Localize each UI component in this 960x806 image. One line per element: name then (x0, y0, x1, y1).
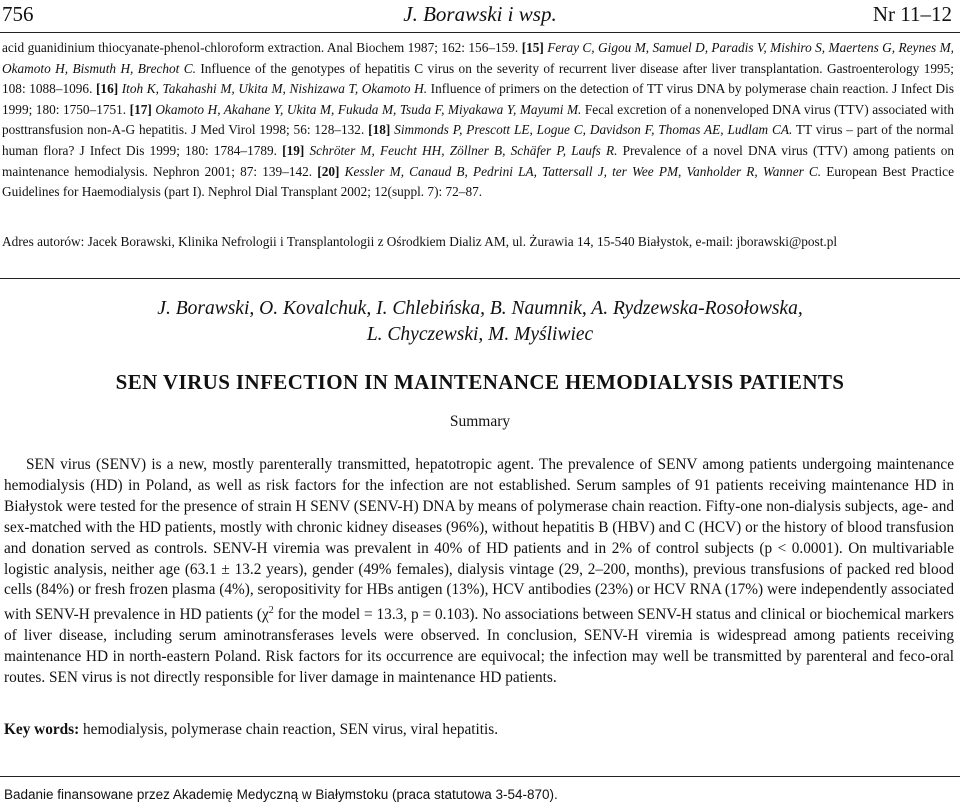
reference-authors: Simmonds P, Prescott LE, Logue C, Davidson F, Thomas AE, Ludlam CA. (394, 122, 793, 138)
funding-note: Badanie finansowane przez Akademię Medyczną w Białymstoku (praca statutowa 3-54-870). (4, 787, 558, 802)
reference-number: [15] (521, 40, 544, 55)
running-head: J. Borawski i wsp. (403, 2, 557, 26)
footnote-rule (0, 776, 960, 777)
reference-authors: Feray C, Gigou M, Samuel D, Paradis V, Mishiro S, Maertens G, Reynes M, Okamoto H, Bismuth H, Brechot C. (2, 40, 954, 76)
reference-text: TT virus – part of the normal human flora? J Infect Dis 1999; 180: 1784–1789. (2, 122, 954, 158)
reference-number: [20] (317, 163, 340, 179)
issue-number: Nr 11–12 (872, 2, 952, 26)
reference-authors: Schröter M, Feucht HH, Zöllner B, Schäfer P, Laufs R. (309, 142, 618, 158)
abstract-part-2: for the model = 13.3, p = 0.103). No associations between SENV-H status and clinical or biochemical markers of liver disease, including serum aminotransferases levels were observed. In conclusion, SENV-H viremia is widespread among patients receiving maintenance HD in north-eastern Poland. Risk factors for its occurrence are equivocal; the infection may well be transmitted by parenteral and feco-oral routes. SEN virus is not directly responsible for liver damage in maintenance HD patients. (4, 606, 955, 687)
references-block (2, 38, 954, 203)
reference-text: Prevalence of a novel DNA virus (TTV) among patients on maintenance hemodialysis. Nephron 2001; 87: 139–142. (2, 142, 954, 179)
keywords-label: Key words: (4, 721, 80, 738)
reference-number: [19] (282, 142, 305, 158)
chi-square-superscript: 2 (268, 605, 274, 617)
reference-text: Influence of the genotypes of hepatitis C virus on the severity of recurrent liver disease after liver transplantation. Gastroenterology 1995; 108: 1088–1096. (2, 60, 954, 97)
article-authors (0, 296, 960, 348)
author-address: Adres autorów: Jacek Borawski, Klinika Nefrologii i Transplantologii z Ośrodkiem Dializ AM, ul. Żurawia 14, 15-540 Białystok, e-mail: jborawski@post.pl (2, 234, 838, 249)
reference-text: Fecal excretion of a nonenveloped DNA virus (TTV) associated with posttransfusion non-A-G hepatitis. J Med Virol 1998; 56: 128–132. (2, 101, 955, 138)
reference-number: [16] (96, 81, 119, 97)
summary-heading: Summary (449, 413, 511, 430)
keywords-text: hemodialysis, polymerase chain reaction, SEN virus, viral hepatitis. (79, 721, 499, 738)
article-title: SEN VIRUS INFECTION IN MAINTENANCE HEMODIALYSIS PATIENTS (115, 370, 845, 394)
section-rule (0, 278, 960, 279)
keywords (4, 720, 954, 740)
page-number: 756 (2, 2, 34, 26)
reference-authors: Kessler M, Canaud B, Pedrini LA, Tattersall J, ter Wee PM, Vanholder R, Wanner C. (344, 163, 822, 179)
header-rule (0, 32, 960, 33)
abstract-part-1: SEN virus (SENV) is a new, mostly parenterally transmitted, hepatotropic agent. The prevalence of SENV among patients undergoing maintenance hemodialysis (HD) in Poland, as well as risk factors for the infection are not established. Serum samples of 91 patients receiving maintenance HD in Białystok were tested for the presence of strain H SENV (SENV-H) DNA by means of polymerase chain reaction. Fifty-one non-dialysis subjects, age- and sex-matched with the HD patients, mostly with chronic kidney diseases (96%), without hepatitis B (HBV) and C (HCV) or the history of blood transfusion and donation served as controls. SENV-H viremia was prevalent in 40% of HD patients and in 2% of control subjects (p < 0.0001). On multivariable logistic analysis, neither age (63.1 ± 13.2 years), gender (49% females), dialysis vintage (29, 2–200, months), previous transfusions of packed red blood cells (84%) or fresh frozen plasma (4%), seropositivity for HBs antigen (13%), HCV antibodies (23%) or HCV RNA (17%) were independently associated with SENV-H prevalence in HD patients (χ (4, 456, 954, 624)
reference-authors: Itoh K, Takahashi M, Ukita M, Nishizawa T, Okamoto H. (121, 81, 428, 97)
reference-authors: Okamoto H, Akahane Y, Ukita M, Fukuda M, Tsuda F, Miyakawa Y, Mayumi M. (155, 101, 582, 117)
authors-line-2: L. Chyczewski, M. Myśliwiec (366, 324, 594, 345)
reference-number: [18] (368, 122, 391, 138)
authors-line-1: J. Borawski, O. Kovalchuk, I. Chlebińska, B. Naumnik, A. Rydzewska-Rosołowska, (157, 298, 803, 319)
abstract-text (4, 455, 954, 689)
reference-text: Influence of primers on the detection of TT virus DNA by polymerase chain reaction. J Infect Dis 1999; 180: 1750–1751. (2, 81, 954, 117)
reference-number: [17] (129, 101, 152, 117)
page-header (0, 2, 960, 30)
reference-text: European Best Practice Guidelines for Haemodialysis (part I). Nephrol Dial Transplant 2002; 12(suppl. 7): 72–87. (2, 163, 954, 200)
reference-text: acid guanidinium thiocyanate-phenol-chloroform extraction. Anal Biochem 1987; 162: 156–159. (2, 40, 522, 55)
